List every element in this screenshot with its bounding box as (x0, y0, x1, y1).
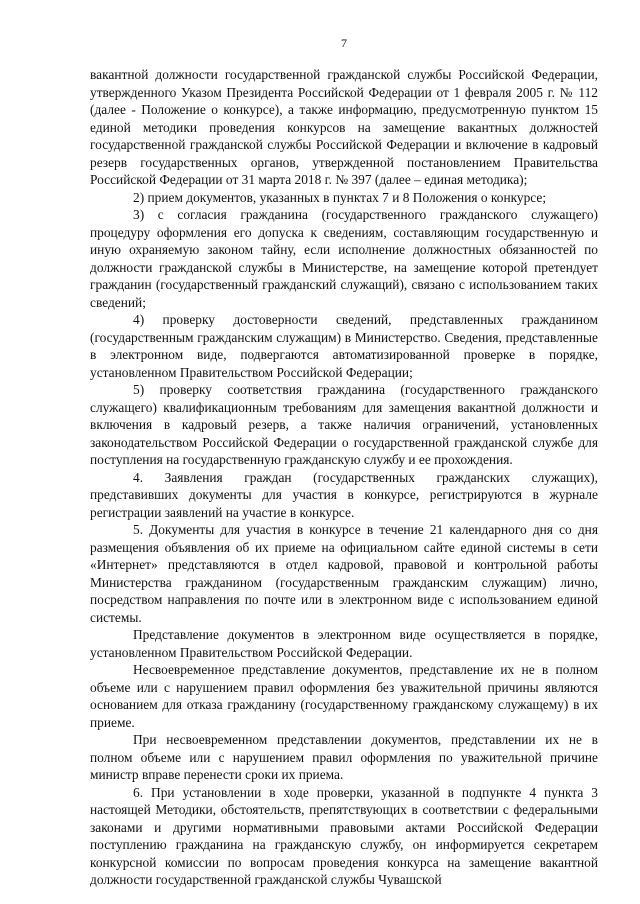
paragraph-section-5-submission: 5. Документы для участия в конкурсе в течение 21 календарного дня со дня размещения объявления об их приеме на официальном сайте единой системы в сети «Интернет» представляются в отдел кадровой, правовой и контрольной работы Министерства гражданином (государственным гражданским служащим) лично, посредством направления по почте или в электронном виде с использованием единой системы. (90, 522, 598, 625)
paragraph-item-2-document-intake: 2) прием документов, указанных в пунктах 7 и 8 Положения о конкурсе; (133, 189, 547, 205)
document-body (90, 66, 598, 889)
page-number: 7 (341, 36, 347, 50)
paragraph-item-4-verification: 4) проверку достоверности сведений, представленных гражданином (государственным гражданским служащим) в Министерство. Сведения, представленные в электронном виде, подвергаются автоматизированной проверке в порядке, установленном Правительством Российской Федерации; (90, 312, 598, 380)
paragraph-section-6-obstacles: 6. При установлении в ходе проверки, указанной в подпункте 4 пункта 3 настоящей Методики, обстоятельств, препятствующих в соответствии с федеральными законами и другими нормативными правовыми актами Российской Федерации поступлению гражданина на гражданскую службу, он информируется секретарем конкурсной комиссии по вопросам проведения конкурса на замещение вакантной должности государственной гражданской службы Чувашской (90, 784, 598, 887)
paragraph-electronic-submission: Представление документов в электронном виде осуществляется в порядке, установленном Правительством Российской Федерации. (90, 627, 598, 660)
paragraph-late-submission-refusal: Несвоевременное представление документов, представление их не в полном объеме или с нарушением правил оформления без уважительной причины являются основанием для отказа гражданину (государственному гражданскому служащему) в их приеме. (90, 662, 598, 730)
paragraph-item-3-clearance: 3) с согласия гражданина (государственного гражданского служащего) процедуру оформления его допуска к сведениям, составляющим государственную и иную охраняемую законом тайну, если исполнение должностных обязанностей по должности гражданской службы в Министерстве, на замещение которой претендует гражданин (государственный гражданский служащий), связано с использованием таких сведений; (90, 207, 598, 310)
paragraph-item-5-qualification-check: 5) проверку соответствия гражданина (государственного гражданского служащего) квалификационным требованиям для замещения вакантной должности и включения в кадровый резерв, а также наличия ограничений, установленных законодательством Российской Федерации о государственной гражданской службе для поступления на государственную гражданскую службу и ее прохождения. (90, 382, 598, 467)
paragraph-1-continuation: вакантной должности государственной гражданской службы Российской Федерации, утвержденного Указом Президента Российской Федерации от 1 февраля 2005 г. № 112 (далее - Положение о конкурсе), а также информацию, предусмотренную пунктом 15 единой методики проведения конкурсов на замещение вакантных должностей государственной гражданской службы Российской Федерации и включение в кадровый резерв государственных органов, утвержденной постановлением Правительства Российской Федерации от 31 марта 2018 г. № 397 (далее – единая методика); (90, 67, 598, 187)
paragraph-section-4-registration: 4. Заявления граждан (государственных гражданских служащих), представивших документы для участия в конкурсе, регистрируются в журнале регистрации заявлений на участие в конкурсе. (90, 469, 598, 520)
paragraph-late-submission-extension: При несвоевременном представлении документов, представлении их не в полном объеме или с нарушением правил оформления по уважительной причине министр вправе перенести сроки их приема. (90, 732, 598, 782)
